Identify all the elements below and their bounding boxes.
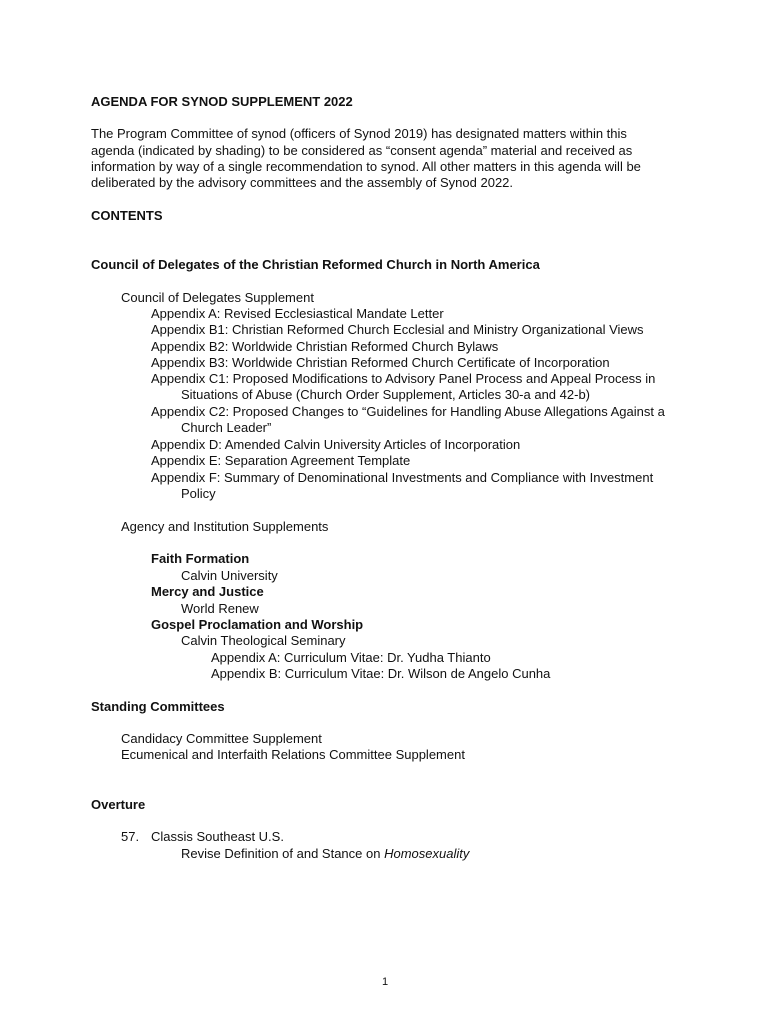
- overture-title-emphasis: Homosexuality: [384, 846, 470, 861]
- agency-heading: Agency and Institution Supplements: [121, 519, 329, 534]
- overture-classis: Classis Southeast U.S.: [151, 829, 284, 844]
- appendix-item: Appendix B2: Worldwide Christian Reformed Church Bylaws: [151, 339, 499, 354]
- council-supplement: Council of Delegates Supplement: [121, 290, 314, 305]
- page-number: 1: [381, 976, 389, 988]
- appendix-item-continued: Church Leader”: [181, 420, 272, 435]
- faith-formation-heading: Faith Formation: [151, 551, 250, 566]
- appendix-item-continued: Policy: [181, 486, 216, 501]
- appendix-item: Appendix D: Amended Calvin University Articles of Incorporation: [151, 437, 521, 452]
- contents-heading: CONTENTS: [91, 208, 163, 223]
- standing-item: Candidacy Committee Supplement: [121, 731, 322, 746]
- intro-line-2: agenda (indicated by shading) to be considered as “consent agenda” material and received as: [91, 143, 633, 158]
- calvin-seminary: Calvin Theological Seminary: [181, 633, 346, 648]
- appendix-item: Appendix C2: Proposed Changes to “Guidelines for Handling Abuse Allegations Against a: [151, 404, 665, 419]
- appendix-item: Appendix F: Summary of Denominational Investments and Compliance with Investment: [151, 470, 654, 485]
- appendix-item-continued: Situations of Abuse (Church Order Supplement, Articles 30-a and 42-b): [181, 387, 590, 402]
- appendix-item: Appendix A: Revised Ecclesiastical Mandate Letter: [151, 306, 444, 321]
- appendix-item: Appendix C1: Proposed Modifications to Advisory Panel Process and Appeal Process in: [151, 371, 656, 386]
- intro-line-1: The Program Committee of synod (officers of Synod 2019) has designated matters within this: [91, 126, 627, 141]
- seminary-appendix-a: Appendix A: Curriculum Vitae: Dr. Yudha Thianto: [211, 650, 491, 665]
- world-renew: World Renew: [181, 601, 259, 616]
- standing-heading: Standing Committees: [91, 699, 225, 714]
- intro-line-3: information by way of a single recommendation to synod. All other matters in this agenda will be: [91, 159, 641, 174]
- gospel-heading: Gospel Proclamation and Worship: [151, 617, 364, 632]
- appendix-item: Appendix E: Separation Agreement Template: [151, 453, 411, 468]
- mercy-justice-heading: Mercy and Justice: [151, 584, 264, 599]
- document-title: AGENDA FOR SYNOD SUPPLEMENT 2022: [91, 94, 353, 109]
- overture-heading: Overture: [91, 797, 146, 812]
- calvin-university: Calvin University: [181, 568, 278, 583]
- intro-line-4: deliberated by the advisory committees and the assembly of Synod 2022.: [91, 175, 514, 190]
- overture-title-prefix: Revise Definition of and Stance on: [181, 846, 385, 861]
- appendix-item: Appendix B3: Worldwide Christian Reformed Church Certificate of Incorporation: [151, 355, 610, 370]
- seminary-appendix-b: Appendix B: Curriculum Vitae: Dr. Wilson de Angelo Cunha: [211, 666, 551, 681]
- appendix-item: Appendix B1: Christian Reformed Church Ecclesial and Ministry Organizational Views: [151, 322, 644, 337]
- overture-number: 57.: [121, 829, 140, 844]
- council-heading: Council of Delegates of the Christian Reformed Church in North America: [91, 257, 540, 272]
- standing-item: Ecumenical and Interfaith Relations Committee Supplement: [121, 747, 465, 762]
- overture-title: [181, 846, 469, 862]
